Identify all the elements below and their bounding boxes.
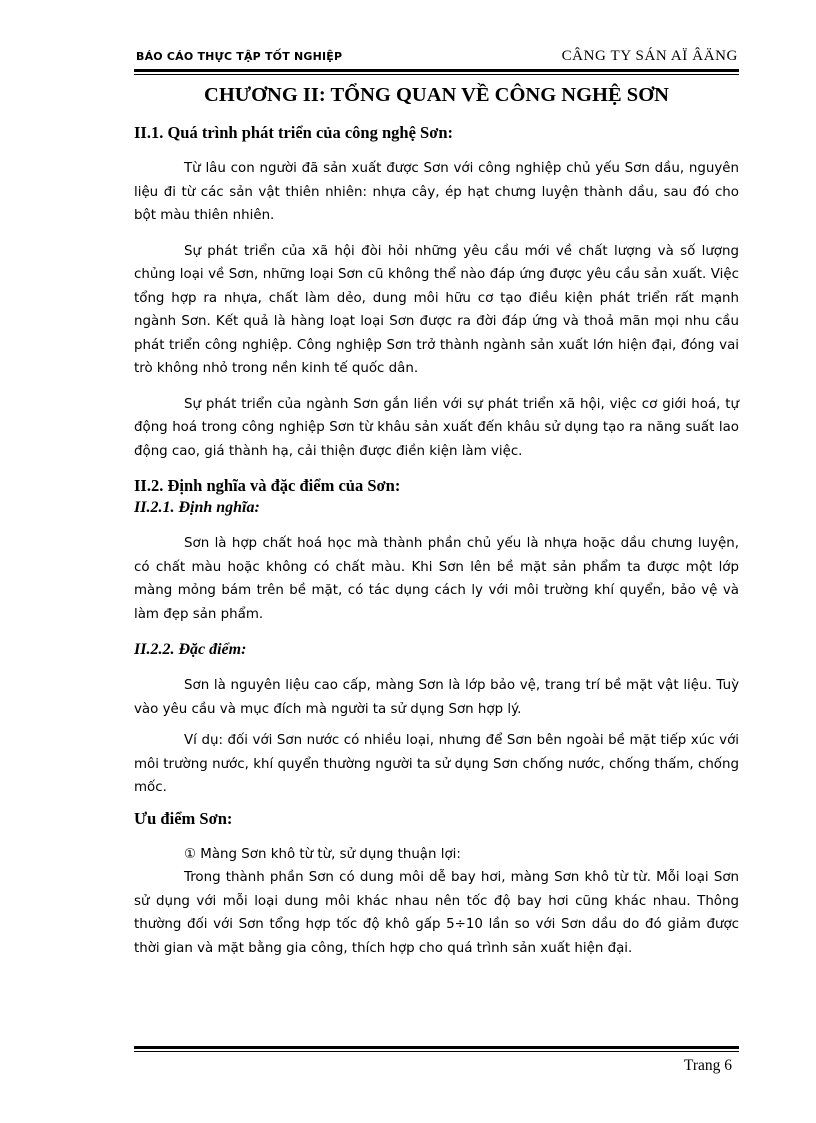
footer-rule-thick	[134, 1046, 739, 1049]
paragraph: Sự phát triển của ngành Sơn gắn liền với sự phát triển xã hội, việc cơ giới hoá, tự động hoá trong công nghiệp Sơn từ khâu sản xuất đến khâu sử dụng tạo ra năng suất lao động cao, giá thành hạ, cải thiện được điền kiện làm việc.	[134, 396, 739, 459]
page-number: Trang 6	[683, 1057, 732, 1074]
list-item: ① Màng Sơn khô từ từ, sử dụng thuận lợi:	[184, 846, 461, 862]
header-company-name: CÂNG TY SÁN AÏ ÂÄNG	[561, 48, 738, 64]
paragraph: Trong thành phần Sơn có dung môi dễ bay hơi, màng Sơn khô từ từ. Mỗi loại Sơn sử dụng với mỗi loại dung môi khác nhau nên tốc độ bay hơi cũng khác nhau. Thông thường đối với Sơn tổng hợp tốc độ khô gấp 5÷10 lần so với Sơn dầu do đó giảm được thời gian và mặt bằng gia công, thích hợp cho quá trình sản xuất hiện đại.	[134, 870, 739, 956]
paragraph: Ví dụ: đối với Sơn nước có nhiều loại, nhưng để Sơn bên ngoài bề mặt tiếp xúc với môi trường nước, khí quyển thường người ta sử dụng Sơn chống nước, chống thấm, chống mốc.	[134, 733, 739, 795]
section-heading-ii-1: II.1. Quá trình phát triển của công nghệ Sơn:	[134, 123, 454, 142]
header-rule-thick	[134, 69, 739, 72]
header-report-title: BÁO CÁO THỰC TẬP TỐT NGHIỆP	[136, 50, 343, 63]
document-body	[134, 122, 739, 960]
paragraph: Từ lâu con người đã sản xuất được Sơn với công nghiệp chủ yếu Sơn dầu, nguyên liệu đi từ các sản vật thiên nhiên: nhựa cây, ép hạt chưng luyện thành dầu, sau đó cho bột màu thiên nhiên.	[134, 161, 739, 223]
paragraph: Sơn là nguyên liệu cao cấp, màng Sơn là lớp bảo vệ, trang trí bề mặt vật liệu. Tuỳ vào yêu cầu và mục đích mà người ta sử dụng Sơn hợp lý.	[134, 678, 739, 717]
paragraph: Sơn là hợp chất hoá học mà thành phần chủ yếu là nhựa hoặc dầu chưng luyện, có chất màu hoặc không có chất màu. Khi Sơn lên bề mặt sản phẩm ta được một lớp màng mỏng bám trên bề mặt, có tác dụng cách ly với môi trường khí quyển, bảo vệ và làm đẹp sản phẩm.	[134, 536, 739, 622]
subsection-heading-ii-2-1: II.2.1. Định nghĩa:	[134, 499, 260, 516]
paragraph: Sự phát triển của xã hội đòi hỏi những yêu cầu mới về chất lượng và số lượng chủng loại về Sơn, những loại Sơn cũ không thể nào đáp ứng được yêu cầu sản xuất. Việc tổng hợp ra nhựa, chất làm dẻo, dung môi hữu cơ tạo điều kiện phát triển rất mạnh ngành Sơn. Kết quả là hàng loạt loại Sơn được ra đời đáp ứng và thoả mãn mọi nhu cầu phát triển công nghiệp. Công nghiệp Sơn trở thành ngành sản xuất lớn hiện đại, đóng vai trò không nhỏ trong nền kinh tế quốc dân.	[134, 243, 739, 376]
chapter-title: CHƯƠNG II: TỔNG QUAN VỀ CÔNG NGHỆ SƠN	[204, 84, 669, 106]
section-heading-ii-2: II.2. Định nghĩa và đặc điểm của Sơn:	[134, 476, 401, 495]
footer-rule-thin	[134, 1051, 739, 1052]
subsection-heading-ii-2-2: II.2.2. Đặc điểm:	[134, 641, 247, 658]
advantages-heading: Ưu điểm Sơn:	[134, 808, 233, 828]
header-rule-thin	[134, 74, 739, 75]
